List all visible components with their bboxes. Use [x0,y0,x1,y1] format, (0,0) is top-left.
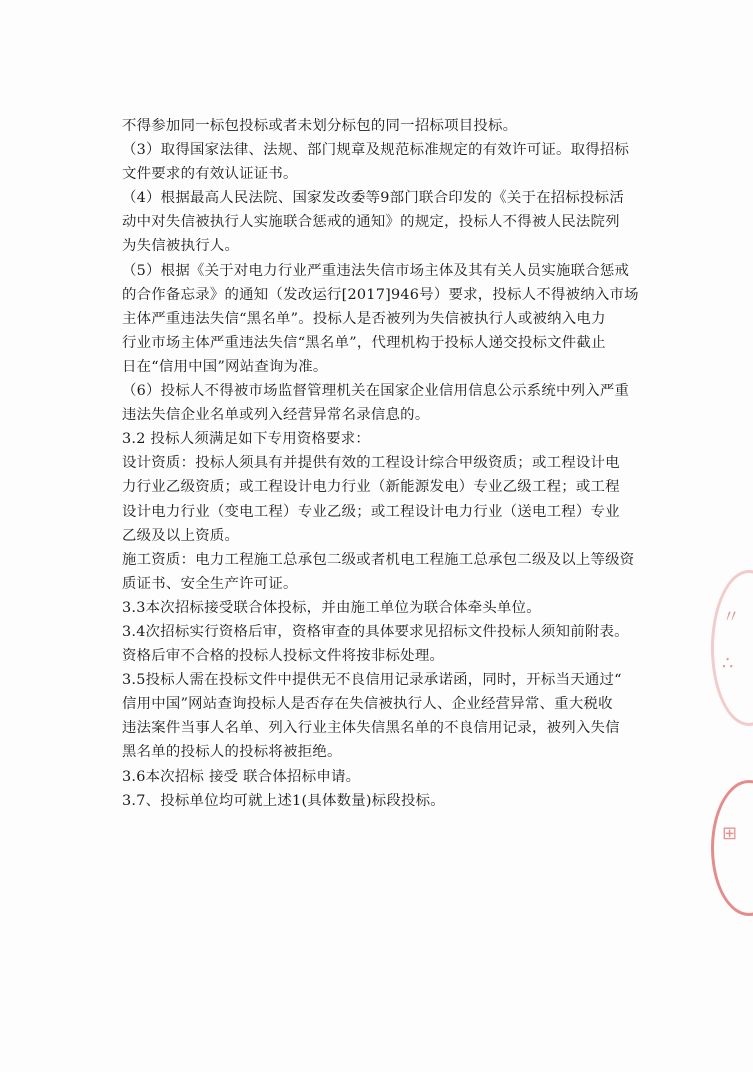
text-line: 违法失信企业名单或列入经营异常名录信息的。 [122,407,430,424]
text-line: （5）根据《关于对电力行业严重违法失信市场主体及其有关人员实施联合惩戒 [122,262,630,279]
text-line: 3.7、投标单位均可就上述1(具体数量)标段投标。 [122,792,445,809]
text-line: （3）取得国家法律、法规、部门规章及规范标准规定的有效许可证。取得招标 [122,142,630,159]
text-line: 为失信被执行人。 [122,238,240,255]
text-line: 违法案件当事人名单、列入行业主体失信黑名单的不良信用记录，被列入失信 [122,720,620,737]
text-line: 3.6本次招标 接受 联合体招标申请。 [122,768,361,785]
text-line: 不得参加同一标包投标或者未划分标包的同一招标项目投标。 [122,118,518,134]
text-line: 资格后审不合格的投标人投标文件将按非标处理。 [122,648,445,665]
text-line: （4）根据最高人民法院、国家发改委等9部门联合印发的《关于在招标投标活 [122,190,624,207]
text-line: 3.4次招标实行资格后审，资格审查的具体要求见招标文件投标人须知前附表。 [122,623,629,640]
text-line: 乙级及以上资质。 [122,527,240,544]
text-line: 的合作备忘录》的通知（发改运行[2017]946号）要求，投标人不得被纳入市场 [122,286,639,303]
text-line: 3.5投标人需在投标文件中提供无不良信用记录承诺函，同时，开标当天通过“ [122,672,622,689]
text-line: 动中对失信被执行人实施联合惩戒的通知》的规定，投标人不得被人民法院列 [122,214,620,231]
text-line: 力行业乙级资质；或工程设计电力行业（新能源发电）专业乙级工程；或工程 [122,479,620,496]
text-line: （6）投标人不得被市场监督管理机关在国家企业信用信息公示系统中列入严重 [122,383,630,400]
text-line: 信用中国”网站查询投标人是否存在失信被执行人、企业经营异常、重大税收 [122,696,613,713]
document-body [122,114,642,813]
text-line: 行业市场主体严重违法失信“黑名单”，代理机构于投标人递交投标文件截止 [122,334,606,351]
seal-mark-icon: ∴ [722,653,734,674]
text-line: 文件要求的有效认证证书。 [122,166,298,183]
section-heading: 3.2 投标人须满足如下专用资格要求： [122,431,371,448]
seal-stamp-fragment [711,570,753,726]
text-line: 3.3本次招标接受联合体投标，并由施工单位为联合体牵头单位。 [122,599,541,616]
text-line: 主体严重违法失信“黑名单”。投标人是否被列为失信被执行人或被纳入电力 [122,310,606,327]
text-line: 黑名单的投标人的投标将被拒绝。 [122,744,342,761]
text-line: 质证书、安全生产许可证。 [122,575,298,592]
seal-stamp-fragment [711,780,753,916]
seal-mark-icon: ⊞ [722,823,738,844]
text-line: 日在“信用中国”网站查询为准。 [122,358,328,375]
text-line: 设计电力行业（变电工程）专业乙级；或工程设计电力行业（送电工程）专业 [122,503,620,520]
seal-mark-icon: 〃 [722,607,740,628]
text-line: 设计资质：投标人须具有并提供有效的工程设计综合甲级资质；或工程设计电 [122,455,620,472]
text-line: 施工资质：电力工程施工总承包二级或者机电工程施工总承包二级及以上等级资 [122,551,635,568]
